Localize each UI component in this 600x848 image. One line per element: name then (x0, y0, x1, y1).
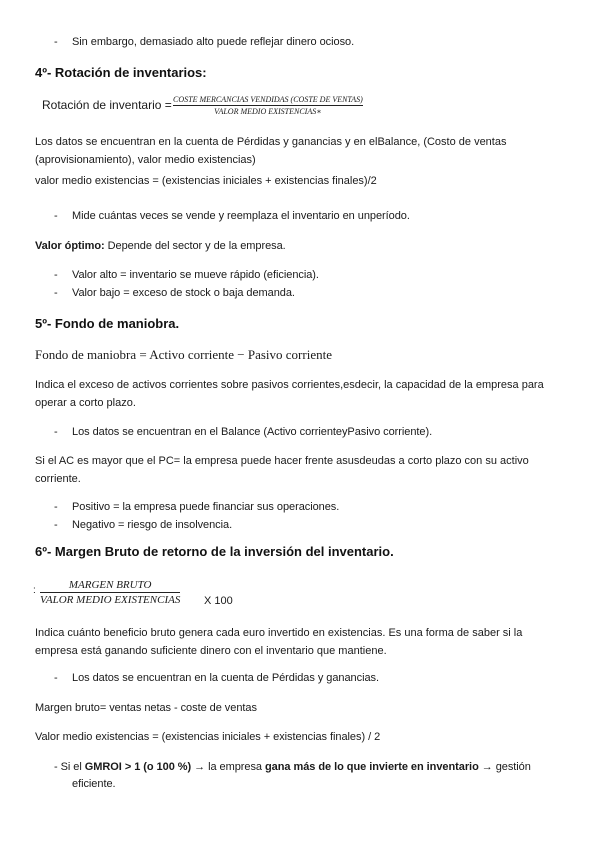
formula-denominator: VALOR MEDIO EXISTENCIAS (40, 594, 181, 606)
bullet-dash: - (54, 36, 58, 48)
formula-label: Rotación de inventario = (42, 98, 172, 112)
section-heading: 6º- Margen Bruto de retorno de la inversión del inventario. (35, 544, 394, 559)
bullet-dash: - (54, 501, 58, 513)
conclusion-bold: gana más de lo que invierte en inventario (265, 761, 479, 773)
conclusion-continuation: eficiente. (72, 778, 116, 790)
formula-prefix: : (33, 585, 36, 596)
bullet-text: Sin embargo, demasiado alto puede reflejar dinero ocioso. (72, 36, 355, 48)
formula-numerator: COSTE MERCANCIAS VENDIDAS (COSTE DE VENTAS) (173, 95, 363, 104)
bullet-dash: - (54, 269, 58, 281)
paragraph: Valor medio existencias = (existencias iniciales + existencias finales) / 2 (35, 731, 381, 743)
bullet-dash: - (54, 426, 58, 438)
formula-fraction (40, 578, 180, 607)
paragraph: Si el AC es mayor que el PC= la empresa puede hacer frente asusdeudas a corto plazo con su activo corriente. (35, 455, 529, 485)
section-heading: 4º- Rotación de inventarios: (35, 65, 207, 80)
paragraph: valor medio existencias = (existencias iniciales + existencias finales)/2 (35, 175, 377, 187)
bullet-dash: - (54, 672, 58, 684)
formula-multiplier: X 100 (204, 595, 233, 607)
bullet-text: Valor bajo = exceso de stock o baja demanda. (72, 287, 295, 299)
bullet-text: Negativo = riesgo de insolvencia. (72, 519, 233, 531)
conclusion-text: → la empresa (191, 761, 265, 773)
bullet-dash: - (54, 287, 58, 299)
conclusion-text: → gestión (478, 761, 531, 773)
formula: Fondo de maniobra = Activo corriente − Pasivo corriente (35, 347, 332, 362)
formula-fraction (173, 94, 363, 117)
valor-optimo-label: Valor óptimo: (35, 240, 105, 252)
formula-denominator: VALOR MEDIO EXISTENCIAS∗ (214, 107, 322, 116)
paragraph: Los datos se encuentran en la cuenta de Pérdidas y ganancias y en elBalance, (Costo de ventas (aprovisionamiento), valor medio existencias) (35, 136, 507, 166)
valor-optimo-line (35, 238, 286, 255)
conclusion-text: - Si el (54, 761, 85, 773)
paragraph: Indica cuánto beneficio bruto genera cada euro invertido en existencias. Es una forma de saber si la empresa está ganando suficiente dinero con el inventario que mantiene. (35, 627, 523, 657)
bullet-text: Los datos se encuentran en el Balance (Activo corrienteyPasivo corriente). (72, 426, 433, 438)
conclusion-bold: GMROI > 1 (o 100 %) (84, 761, 192, 773)
bullet-text: Mide cuántas veces se vende y reemplaza el inventario en unperíodo. (72, 210, 410, 222)
bullet-text: Los datos se encuentran en la cuenta de Pérdidas y ganancias. (72, 672, 379, 684)
formula-numerator: MARGEN BRUTO (68, 579, 152, 591)
bullet-text: Positivo = la empresa puede financiar sus operaciones. (72, 501, 340, 513)
bullet-text: Valor alto = inventario se mueve rápido (eficiencia). (72, 269, 319, 281)
paragraph: Margen bruto= ventas netas - coste de ventas (35, 702, 257, 714)
section-heading: 5º- Fondo de maniobra. (35, 316, 180, 331)
conclusion-line (54, 759, 531, 776)
bullet-dash: - (54, 210, 58, 222)
valor-optimo-text: Depende del sector y de la empresa. (104, 240, 286, 252)
paragraph: Indica el exceso de activos corrientes sobre pasivos corrientes,esdecir, la capacidad de la empresa para operar a corto plazo. (35, 379, 544, 409)
bullet-dash: - (54, 519, 58, 531)
